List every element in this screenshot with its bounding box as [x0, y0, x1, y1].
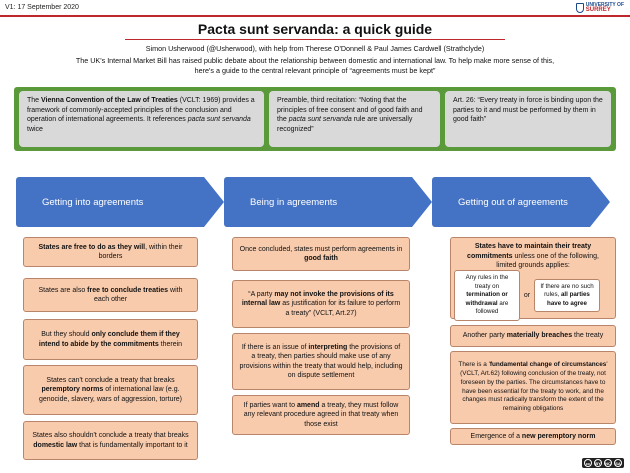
maintain-commitments-box: States have to maintain their treaty commitments unless one of the following, limited grounds applies: [450, 237, 616, 319]
vclt-summary-panel [14, 87, 616, 151]
domestic-law-box: States also shouldn't conclude a treaty that breaks domestic law that is fundamentally important to it [23, 421, 198, 460]
stage-arrow-3 [590, 177, 610, 227]
page-title: Pacta sunt servanda: a quick guide [197, 21, 433, 37]
vienna-convention-box: The Vienna Convention of the Law of Treaties (VCLT: 1969) provides a framework of commonly-accepted principles of the conclusion and operation of international agreements. It references pacta sunt servanda twice [19, 91, 264, 147]
all-parties-agree-option: If there are no such rules, all parties have to agree [534, 279, 600, 313]
logo-line-2: SURREY [585, 7, 611, 13]
cc-badge: cc [585, 460, 591, 466]
interpreting-box: If there is an issue of interpreting the provisions of a treaty, then parties should make use of any provisions within the treaty that would help, including on dispute settlement [232, 333, 410, 390]
stage-arrow-1 [204, 177, 224, 227]
university-crest-icon [576, 3, 584, 13]
stage-being-in: Being in agreements [224, 177, 412, 227]
logo-line-1: UNIVERSITY OF [585, 2, 624, 8]
or-label: or [523, 291, 531, 299]
header-divider [0, 15, 630, 17]
stage-getting-out: Getting out of agreements [432, 177, 590, 227]
stage-getting-into: Getting into agreements [16, 177, 204, 227]
article-26-box: Art. 26: “Every treaty in force is binding upon the parties to it and must be performed by them in good faith” [445, 91, 611, 147]
amend-box: If parties want to amend a treaty, they must follow any relevant procedure agreed in that treaty when those exist [232, 395, 410, 435]
free-within-borders-box: States are free to do as they will, within their borders [23, 237, 198, 267]
good-faith-box: Once concluded, states must perform agreements in good faith [232, 237, 410, 271]
stage-arrow-2 [412, 177, 432, 227]
nc-badge: NC [605, 460, 611, 466]
withdrawal-options-row [450, 270, 616, 321]
material-breach-box: Another party materially breaches the treaty [450, 325, 616, 347]
termination-rules-option: Any rules in the treaty on termination or withdrawal are followed [454, 270, 520, 321]
internal-law-box: “A party may not invoke the provisions of its internal law as justification for its failure to perform a treaty” (VCLT, Art.27) [232, 280, 410, 328]
intro-paragraph: The UK's Internal Market Bill has raised public debate about the relationship between domestic and international law. To help make more sense of this, here's a guide to the central relevant principle of “agreements must be kept” [75, 56, 555, 75]
preamble-box: Preamble, third recitation: “Noting that the principles of free consent and of good faith and the pacta sunt servanda rule are universally recognized” [269, 91, 440, 147]
title-underline [125, 39, 505, 40]
intend-to-abide-box: But they should only conclude them if they intend to abide by the commitments therein [23, 319, 198, 360]
free-to-conclude-box: States are also free to conclude treaties with each other [23, 278, 198, 312]
version-label: V1: 17 September 2020 [5, 4, 79, 11]
sa-badge: SA [615, 460, 621, 466]
university-logo [576, 3, 624, 13]
peremptory-norms-box: States can't conclude a treaty that breaks peremptory norms of international law (e.g. genocide, slavery, wars of aggression, torture) [23, 365, 198, 415]
creative-commons-by-nc-sa-icon [582, 458, 624, 468]
by-badge: BY [595, 460, 601, 466]
fundamental-change-box: There is a 'fundamental change of circumstances' (VCLT, Art.62) following conclusion of the treaty, not foreseen by the parties. The circumstances have to have been essential for the treaty to work, and the changes must radically transform the extent of the remaining obligations [450, 351, 616, 424]
authors-line: Simon Usherwood (@Usherwood), with help from Therese O'Donnell & Paul James Cardwell (Strathclyde) [145, 44, 485, 53]
new-peremptory-norm-box: Emergence of a new peremptory norm [450, 428, 616, 445]
